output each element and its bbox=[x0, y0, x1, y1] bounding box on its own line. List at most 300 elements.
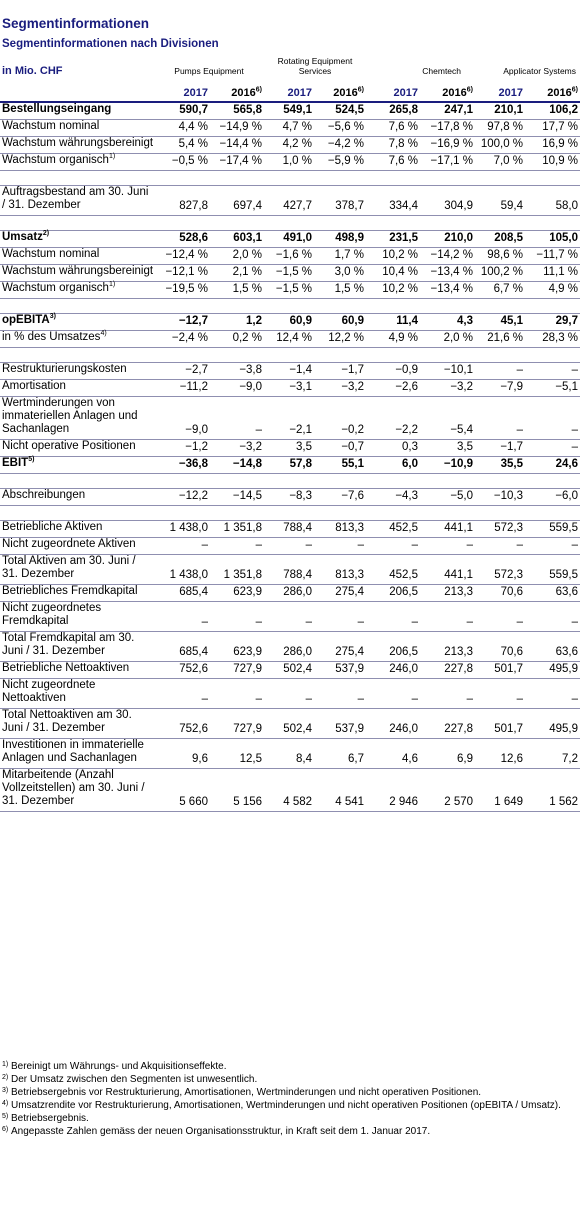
row-label bbox=[0, 120, 154, 137]
value-cell: 4 582 bbox=[264, 769, 314, 812]
value-cell: – bbox=[210, 397, 264, 440]
value-cell: 10,4 % bbox=[366, 265, 420, 282]
spacer-cell bbox=[0, 506, 580, 521]
value-cell: 441,1 bbox=[420, 555, 475, 585]
row-label-text: Nicht zugeordnete Aktiven bbox=[2, 538, 136, 550]
row-label bbox=[0, 521, 154, 538]
value-cell: 5 660 bbox=[154, 769, 210, 812]
value-cell: −5,1 bbox=[525, 380, 580, 397]
value-cell: 227,8 bbox=[420, 662, 475, 679]
unit-label: in Mio. CHF bbox=[2, 65, 63, 77]
spacer-row bbox=[0, 299, 580, 314]
value-cell: 304,9 bbox=[420, 186, 475, 216]
value-cell: 4,3 bbox=[420, 314, 475, 331]
table-row bbox=[0, 769, 580, 812]
value-cell: 206,5 bbox=[366, 632, 420, 662]
value-cell: 1 351,8 bbox=[210, 555, 264, 585]
value-cell: 57,8 bbox=[264, 457, 314, 474]
table-row bbox=[0, 248, 580, 265]
value-cell: – bbox=[314, 602, 366, 632]
value-cell: −19,5 % bbox=[154, 282, 210, 299]
footnote-text: Angepasste Zahlen gemäss der neuen Organisationsstruktur, in Kraft seit dem 1. Januar 2017. bbox=[11, 1126, 431, 1137]
row-label bbox=[0, 331, 154, 348]
value-cell: −12,1 % bbox=[154, 265, 210, 282]
value-cell: 1 351,8 bbox=[210, 521, 264, 538]
value-cell: 590,7 bbox=[154, 102, 210, 120]
value-cell: 1 562 bbox=[525, 769, 580, 812]
value-cell: 1,7 % bbox=[314, 248, 366, 265]
year-header bbox=[525, 79, 580, 102]
row-label-text: Abschreibungen bbox=[2, 489, 86, 501]
value-cell: −10,1 bbox=[420, 363, 475, 380]
value-cell: 3,5 bbox=[420, 440, 475, 457]
value-cell: 2,0 % bbox=[420, 331, 475, 348]
value-cell: 1 438,0 bbox=[154, 521, 210, 538]
footnote-number: 2) bbox=[2, 1074, 9, 1081]
table-row bbox=[0, 380, 580, 397]
table-row bbox=[0, 521, 580, 538]
value-cell: – bbox=[475, 602, 525, 632]
row-label bbox=[0, 632, 154, 662]
value-cell: −0,9 bbox=[366, 363, 420, 380]
value-cell: 246,0 bbox=[366, 662, 420, 679]
value-cell: 524,5 bbox=[314, 102, 366, 120]
footnote-number: 3) bbox=[2, 1087, 9, 1094]
value-cell: 105,0 bbox=[525, 231, 580, 248]
table-row bbox=[0, 538, 580, 555]
year-header bbox=[366, 79, 420, 102]
row-label bbox=[0, 555, 154, 585]
value-cell: 4 541 bbox=[314, 769, 366, 812]
value-cell: 3,5 bbox=[264, 440, 314, 457]
value-cell: 334,4 bbox=[366, 186, 420, 216]
footnote-ref: 4) bbox=[100, 330, 107, 338]
row-label-text: Bestellungseingang bbox=[2, 103, 112, 115]
division-header-rotating: Rotating Equipment Services bbox=[277, 56, 353, 76]
value-cell: 7,0 % bbox=[475, 154, 525, 171]
row-label-text: Total Fremdkapital am 30. Juni / 31. Dezember bbox=[2, 632, 135, 657]
value-cell: 1 649 bbox=[475, 769, 525, 812]
footnotes bbox=[2, 1060, 562, 1138]
value-cell: −4,3 bbox=[366, 489, 420, 506]
value-cell: 60,9 bbox=[314, 314, 366, 331]
row-label bbox=[0, 265, 154, 282]
value-cell: 210,0 bbox=[420, 231, 475, 248]
spacer-row bbox=[0, 474, 580, 489]
value-cell: 100,0 % bbox=[475, 137, 525, 154]
value-cell: 286,0 bbox=[264, 585, 314, 602]
row-label-text: Betriebliche Aktiven bbox=[2, 521, 103, 533]
value-cell: – bbox=[264, 602, 314, 632]
value-cell: 537,9 bbox=[314, 662, 366, 679]
value-cell: – bbox=[525, 602, 580, 632]
value-cell: – bbox=[314, 538, 366, 555]
value-cell: 502,4 bbox=[264, 709, 314, 739]
footnote-ref: 2) bbox=[42, 230, 50, 238]
value-cell: 45,1 bbox=[475, 314, 525, 331]
table-row bbox=[0, 154, 580, 171]
value-cell: −3,1 bbox=[264, 380, 314, 397]
row-label bbox=[0, 679, 154, 709]
year-footnote-ref: 6) bbox=[466, 86, 474, 94]
value-cell: 6,0 bbox=[366, 457, 420, 474]
row-label-text: Auftragsbestand am 30. Juni / 31. Dezember bbox=[2, 186, 149, 211]
row-label-text: Total Aktiven am 30. Juni / 31. Dezember bbox=[2, 555, 136, 580]
value-cell: 2,0 % bbox=[210, 248, 264, 265]
value-cell: – bbox=[366, 602, 420, 632]
year-header-empty bbox=[0, 79, 154, 102]
value-cell: −13,4 % bbox=[420, 282, 475, 299]
value-cell: 6,7 % bbox=[475, 282, 525, 299]
value-cell: −14,5 bbox=[210, 489, 264, 506]
value-cell: −2,6 bbox=[366, 380, 420, 397]
value-cell: 813,3 bbox=[314, 555, 366, 585]
value-cell: 5,4 % bbox=[154, 137, 210, 154]
value-cell: −11,2 bbox=[154, 380, 210, 397]
value-cell: 29,7 bbox=[525, 314, 580, 331]
footnote-ref: 3) bbox=[49, 313, 56, 321]
value-cell: 97,8 % bbox=[475, 120, 525, 137]
value-cell: −12,7 bbox=[154, 314, 210, 331]
value-cell: – bbox=[525, 363, 580, 380]
value-cell: 491,0 bbox=[264, 231, 314, 248]
division-header-row bbox=[0, 56, 580, 79]
value-cell: 16,9 % bbox=[525, 137, 580, 154]
spacer-cell bbox=[0, 474, 580, 489]
row-label bbox=[0, 457, 154, 474]
value-cell: −2,4 % bbox=[154, 331, 210, 348]
value-cell: −1,5 % bbox=[264, 282, 314, 299]
value-cell: 4,9 % bbox=[525, 282, 580, 299]
value-cell: −5,4 bbox=[420, 397, 475, 440]
value-cell: 213,3 bbox=[420, 585, 475, 602]
value-cell: 8,4 bbox=[264, 739, 314, 769]
spacer-cell bbox=[0, 171, 580, 186]
table-row bbox=[0, 679, 580, 709]
value-cell: 10,9 % bbox=[525, 154, 580, 171]
footnote-ref: 1) bbox=[108, 153, 116, 161]
value-cell: 572,3 bbox=[475, 521, 525, 538]
value-cell: −12,4 % bbox=[154, 248, 210, 265]
spacer-row bbox=[0, 171, 580, 186]
row-label-text: Wachstum währungsbereinigt bbox=[2, 265, 154, 277]
value-cell: −3,8 bbox=[210, 363, 264, 380]
row-label bbox=[0, 769, 154, 812]
value-cell: 727,9 bbox=[210, 709, 264, 739]
row-label bbox=[0, 137, 154, 154]
row-label-text: Amortisation bbox=[2, 380, 66, 392]
value-cell: 17,7 % bbox=[525, 120, 580, 137]
value-cell: 378,7 bbox=[314, 186, 366, 216]
value-cell: −36,8 bbox=[154, 457, 210, 474]
row-label bbox=[0, 709, 154, 739]
value-cell: – bbox=[314, 679, 366, 709]
year-header-text: 2016 bbox=[547, 87, 572, 99]
value-cell: – bbox=[420, 602, 475, 632]
value-cell: −14,8 bbox=[210, 457, 264, 474]
value-cell: – bbox=[475, 538, 525, 555]
value-cell: – bbox=[525, 397, 580, 440]
value-cell: 559,5 bbox=[525, 521, 580, 538]
value-cell: −1,5 % bbox=[264, 265, 314, 282]
value-cell: 441,1 bbox=[420, 521, 475, 538]
value-cell: 210,1 bbox=[475, 102, 525, 120]
value-cell: 7,6 % bbox=[366, 120, 420, 137]
value-cell: 2,1 % bbox=[210, 265, 264, 282]
row-label bbox=[0, 314, 154, 331]
value-cell: 24,6 bbox=[525, 457, 580, 474]
value-cell: 4,4 % bbox=[154, 120, 210, 137]
value-cell: 63,6 bbox=[525, 585, 580, 602]
footnote-text: Betriebsergebnis vor Restrukturierung, Amortisationen, Wertminderungen und nicht operativen Positionen. bbox=[11, 1087, 482, 1098]
division-header-pumps: Pumps Equipment bbox=[174, 66, 244, 76]
value-cell: 559,5 bbox=[525, 555, 580, 585]
value-cell: 21,6 % bbox=[475, 331, 525, 348]
value-cell: 213,3 bbox=[420, 632, 475, 662]
value-cell: −13,4 % bbox=[420, 265, 475, 282]
table-body bbox=[0, 56, 580, 812]
value-cell: −1,6 % bbox=[264, 248, 314, 265]
value-cell: −9,0 bbox=[154, 397, 210, 440]
row-label bbox=[0, 440, 154, 457]
row-label bbox=[0, 538, 154, 555]
footnote-number: 5) bbox=[2, 1113, 9, 1120]
value-cell: −5,0 bbox=[420, 489, 475, 506]
value-cell: −14,9 % bbox=[210, 120, 264, 137]
row-label bbox=[0, 380, 154, 397]
value-cell: −9,0 bbox=[210, 380, 264, 397]
row-label-text: Nicht operative Positionen bbox=[2, 440, 136, 452]
value-cell: – bbox=[420, 679, 475, 709]
value-cell: 537,9 bbox=[314, 709, 366, 739]
value-cell: 12,2 % bbox=[314, 331, 366, 348]
value-cell: 70,6 bbox=[475, 585, 525, 602]
value-cell: 12,5 bbox=[210, 739, 264, 769]
value-cell: 63,6 bbox=[525, 632, 580, 662]
value-cell: 1,0 % bbox=[264, 154, 314, 171]
value-cell: −8,3 bbox=[264, 489, 314, 506]
value-cell: – bbox=[210, 538, 264, 555]
value-cell: 247,1 bbox=[420, 102, 475, 120]
table-row bbox=[0, 186, 580, 216]
value-cell: 106,2 bbox=[525, 102, 580, 120]
value-cell: 528,6 bbox=[154, 231, 210, 248]
value-cell: −17,1 % bbox=[420, 154, 475, 171]
value-cell: 1,2 bbox=[210, 314, 264, 331]
value-cell: 1 438,0 bbox=[154, 555, 210, 585]
year-header-text: 2017 bbox=[183, 87, 208, 99]
table-row bbox=[0, 102, 580, 120]
year-footnote-ref: 6) bbox=[255, 86, 263, 94]
value-cell: −3,2 bbox=[314, 380, 366, 397]
year-header-text: 2016 bbox=[231, 87, 256, 99]
row-label-text: Wachstum nominal bbox=[2, 120, 100, 132]
value-cell: −0,2 bbox=[314, 397, 366, 440]
year-footnote-ref: 6) bbox=[571, 86, 579, 94]
value-cell: 206,5 bbox=[366, 585, 420, 602]
segment-table bbox=[0, 56, 580, 812]
value-cell: −5,6 % bbox=[314, 120, 366, 137]
value-cell: 10,2 % bbox=[366, 282, 420, 299]
value-cell: −7,6 bbox=[314, 489, 366, 506]
value-cell: −2,1 bbox=[264, 397, 314, 440]
value-cell: 788,4 bbox=[264, 521, 314, 538]
row-label-text: Wachstum organisch bbox=[2, 282, 109, 294]
value-cell: 55,1 bbox=[314, 457, 366, 474]
row-label bbox=[0, 248, 154, 265]
value-cell: −14,4 % bbox=[210, 137, 264, 154]
value-cell: −16,9 % bbox=[420, 137, 475, 154]
value-cell: −2,2 bbox=[366, 397, 420, 440]
value-cell: – bbox=[475, 679, 525, 709]
value-cell: −5,9 % bbox=[314, 154, 366, 171]
value-cell: 495,9 bbox=[525, 709, 580, 739]
row-label-text: Nicht zugeordnetes Fremdkapital bbox=[2, 602, 102, 627]
value-cell: 2 946 bbox=[366, 769, 420, 812]
value-cell: 11,4 bbox=[366, 314, 420, 331]
table-row bbox=[0, 602, 580, 632]
table-row bbox=[0, 555, 580, 585]
table-row bbox=[0, 662, 580, 679]
value-cell: 286,0 bbox=[264, 632, 314, 662]
footnote-item bbox=[2, 1073, 562, 1086]
table-row bbox=[0, 363, 580, 380]
row-label bbox=[0, 397, 154, 440]
row-label bbox=[0, 585, 154, 602]
table-row bbox=[0, 489, 580, 506]
value-cell: 1,5 % bbox=[210, 282, 264, 299]
value-cell: 59,4 bbox=[475, 186, 525, 216]
footnote-item bbox=[2, 1112, 562, 1125]
year-header-text: 2017 bbox=[393, 87, 419, 99]
footnote-number: 4) bbox=[2, 1100, 9, 1107]
value-cell: – bbox=[475, 397, 525, 440]
value-cell: 501,7 bbox=[475, 709, 525, 739]
footnote-number: 1) bbox=[2, 1061, 9, 1068]
table-row bbox=[0, 457, 580, 474]
value-cell: −17,4 % bbox=[210, 154, 264, 171]
value-cell: – bbox=[525, 538, 580, 555]
year-footnote-ref: 6) bbox=[357, 86, 365, 94]
value-cell: 501,7 bbox=[475, 662, 525, 679]
value-cell: 572,3 bbox=[475, 555, 525, 585]
table-row bbox=[0, 282, 580, 299]
value-cell: 502,4 bbox=[264, 662, 314, 679]
row-label bbox=[0, 489, 154, 506]
value-cell: −4,2 % bbox=[314, 137, 366, 154]
footnote-item bbox=[2, 1060, 562, 1073]
value-cell: – bbox=[420, 538, 475, 555]
spacer-row bbox=[0, 506, 580, 521]
value-cell: 28,3 % bbox=[525, 331, 580, 348]
year-header bbox=[314, 79, 366, 102]
value-cell: 7,8 % bbox=[366, 137, 420, 154]
value-cell: 7,6 % bbox=[366, 154, 420, 171]
row-label-text: Wertminderungen von immateriellen Anlagen und Sachanlagen bbox=[2, 397, 138, 435]
page-subtitle: Segmentinformationen nach Divisionen bbox=[2, 38, 219, 50]
year-header-text: 2017 bbox=[498, 87, 524, 99]
row-label bbox=[0, 154, 154, 171]
value-cell: 623,9 bbox=[210, 585, 264, 602]
value-cell: 5 156 bbox=[210, 769, 264, 812]
row-label-text: opEBITA bbox=[2, 314, 50, 326]
spacer-cell bbox=[0, 216, 580, 231]
year-header bbox=[475, 79, 525, 102]
value-cell: 827,8 bbox=[154, 186, 210, 216]
value-cell: −12,2 bbox=[154, 489, 210, 506]
value-cell: −7,9 bbox=[475, 380, 525, 397]
value-cell: 4,7 % bbox=[264, 120, 314, 137]
value-cell: 58,0 bbox=[525, 186, 580, 216]
value-cell: 752,6 bbox=[154, 662, 210, 679]
value-cell: 685,4 bbox=[154, 585, 210, 602]
row-label-text: Wachstum organisch bbox=[2, 154, 109, 166]
value-cell: 565,8 bbox=[210, 102, 264, 120]
table-row bbox=[0, 120, 580, 137]
value-cell: −1,7 bbox=[475, 440, 525, 457]
value-cell: −1,2 bbox=[154, 440, 210, 457]
spacer-cell bbox=[0, 299, 580, 314]
value-cell: 208,5 bbox=[475, 231, 525, 248]
value-cell: 623,9 bbox=[210, 632, 264, 662]
value-cell: 2 570 bbox=[420, 769, 475, 812]
value-cell: 427,7 bbox=[264, 186, 314, 216]
value-cell: 4,6 bbox=[366, 739, 420, 769]
footnote-number: 6) bbox=[2, 1126, 9, 1133]
value-cell: −14,2 % bbox=[420, 248, 475, 265]
value-cell: −0,7 bbox=[314, 440, 366, 457]
value-cell: – bbox=[475, 363, 525, 380]
value-cell: 1,5 % bbox=[314, 282, 366, 299]
row-label bbox=[0, 186, 154, 216]
value-cell: −10,3 bbox=[475, 489, 525, 506]
value-cell: – bbox=[264, 679, 314, 709]
table-row bbox=[0, 709, 580, 739]
footnote-ref: 5) bbox=[28, 456, 35, 464]
table-row bbox=[0, 397, 580, 440]
row-label-text: Umsatz bbox=[2, 231, 43, 243]
footnote-text: Umsatzrendite vor Restrukturierung, Amortisationen, Wertminderungen und nicht operativen Positionen (opEBITA / Umsatz). bbox=[11, 1100, 561, 1111]
value-cell: 498,9 bbox=[314, 231, 366, 248]
value-cell: 0,3 bbox=[366, 440, 420, 457]
value-cell: – bbox=[264, 538, 314, 555]
value-cell: 7,2 bbox=[525, 739, 580, 769]
year-header bbox=[420, 79, 475, 102]
value-cell: −1,7 bbox=[314, 363, 366, 380]
value-cell: 4,9 % bbox=[366, 331, 420, 348]
value-cell: −10,9 bbox=[420, 457, 475, 474]
value-cell: 265,8 bbox=[366, 102, 420, 120]
value-cell: 10,2 % bbox=[366, 248, 420, 265]
value-cell: −2,7 bbox=[154, 363, 210, 380]
footnote-text: Bereinigt um Währungs- und Akquisitionseffekte. bbox=[11, 1061, 227, 1072]
value-cell: 35,5 bbox=[475, 457, 525, 474]
row-label bbox=[0, 102, 154, 120]
value-cell: – bbox=[366, 679, 420, 709]
row-label-text: Restrukturierungskosten bbox=[2, 363, 127, 375]
value-cell: 813,3 bbox=[314, 521, 366, 538]
row-label-text: Wachstum nominal bbox=[2, 248, 100, 260]
row-label bbox=[0, 739, 154, 769]
footnote-text: Betriebsergebnis. bbox=[11, 1113, 89, 1124]
row-label-text: Betriebliche Nettoaktiven bbox=[2, 662, 130, 674]
spacer-row bbox=[0, 216, 580, 231]
value-cell: 452,5 bbox=[366, 521, 420, 538]
year-header bbox=[264, 79, 314, 102]
value-cell: – bbox=[154, 679, 210, 709]
footnote-item bbox=[2, 1125, 562, 1138]
value-cell: 9,6 bbox=[154, 739, 210, 769]
